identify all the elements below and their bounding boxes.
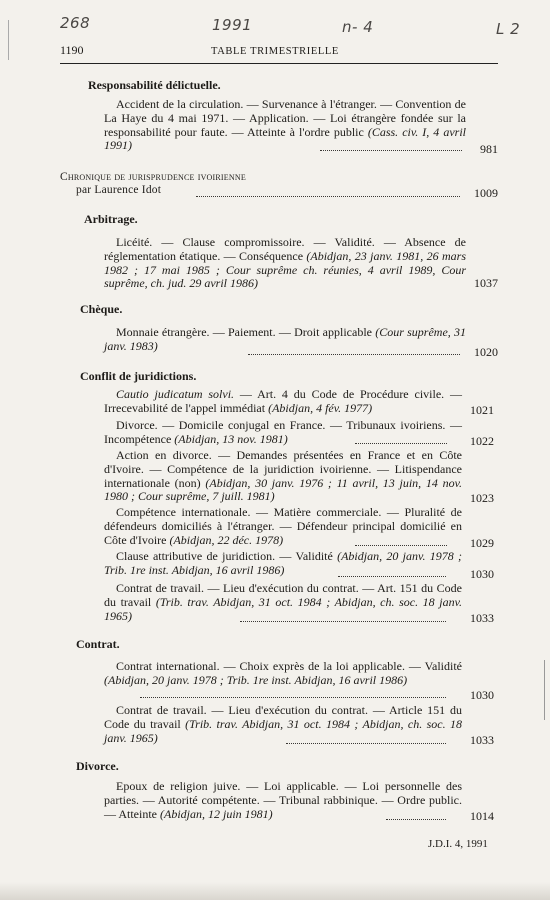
section-title-arbitrage: Arbitrage. — [84, 212, 138, 226]
handwritten-note-number: n- 4 — [342, 18, 374, 36]
entry-reference: (Cour suprême, 31 janv. 1983) — [104, 325, 467, 353]
leader-dots — [196, 195, 460, 197]
leader-dots — [248, 353, 460, 355]
entry-lead-term: Cautio judicatum solvi. — [116, 387, 235, 401]
entry-divorce — [104, 780, 462, 821]
entry-reference: (Abidjan, 12 juin 1981) — [160, 806, 273, 821]
running-title: TABLE TRIMESTRIELLE — [211, 46, 339, 57]
page-ref-1023: 1023 — [470, 491, 494, 505]
entry-text: Compétence internationale. — Matière commerciale. — Pluralité de défendeurs domiciliés à l'étranger. — Défendeur principal domicilié en Côte d'Ivoire — [104, 505, 462, 547]
entry-reference: (Abidjan, 22 déc. 1978) — [169, 532, 284, 547]
entry-reference: (Trib. trav. Abidjan, 31 oct. 1984 ; Abidjan, ch. soc. 18 janv. 1965) — [104, 716, 462, 745]
entry-text: Monnaie étrangère. — Paiement. — Droit applicable — [116, 325, 376, 339]
leader-dots — [338, 575, 446, 577]
entry-reference: (Abidjan, 13 nov. 1981) — [174, 431, 288, 446]
handwritten-note-right: L 2 — [496, 20, 521, 38]
page-number: 1190 — [60, 43, 84, 57]
entry-arbitrage — [104, 236, 466, 291]
entry-text: Clause attributive de juridiction. — Validité — [116, 549, 338, 563]
entry-text: Accident de la circulation. — Survenance à l'étranger. — Convention de La Haye du 4 mai 1971. — Application. — Loi étrangère fondée sur la responsabilité pour faute. — Atteinte à l'ordre public — [104, 97, 466, 139]
section-title-divorce: Divorce. — [76, 759, 119, 773]
entry-text: Licéité. — Clause compromissoire. — Validité. — Absence de réglementation étatique. — Conséquence — [104, 235, 466, 263]
page-ref-1014: 1014 — [470, 809, 494, 823]
section-title-responsabilite: Responsabilité délictuelle. — [88, 78, 221, 92]
entry-text: — Art. 4 du Code de Procédure civile. — Irrecevabilité de l'appel immédiat — [104, 387, 462, 415]
page-ref-981: 981 — [480, 142, 498, 156]
entry-contrat-travail — [104, 704, 462, 745]
entry-reference: (Abidjan, 4 fév. 1977) — [268, 400, 373, 415]
page-ref-1029: 1029 — [470, 536, 494, 550]
leader-dots — [320, 149, 462, 151]
scan-mark — [8, 20, 9, 60]
entry-competence-internationale — [104, 506, 462, 547]
section-title-conflit: Conflit de juridictions. — [80, 369, 197, 383]
section-title-contrat: Contrat. — [76, 637, 120, 651]
leader-dots — [140, 696, 446, 698]
entry-responsabilite — [104, 98, 466, 153]
leader-dots — [286, 742, 446, 744]
page-ref-1020: 1020 — [474, 345, 498, 359]
page-edge-shadow — [0, 882, 550, 900]
entry-text: Contrat international. — Choix exprès de la loi applicable. — Validité — [116, 659, 462, 673]
entry-clause-attributive — [104, 550, 462, 578]
entry-text: Epoux de religion juive. — Loi applicable. — Loi personnelle des parties. — Autorité compétente. — Tribunal rabbinique. — Ordre public. — Atteinte — [104, 779, 462, 821]
leader-dots — [355, 544, 447, 546]
section-title-cheque: Chèque. — [80, 302, 123, 316]
entry-cheque — [104, 326, 466, 354]
chronicle-title: Chronique de jurisprudence ivoirienne — [60, 171, 246, 183]
entry-reference: (Abidjan, 23 janv. 1981, 26 mars 1982 ; 17 mai 1985 ; Cour suprême ch. réunies, 4 avril 1989, Cour suprême, ch. jud. 29 avril 1986) — [104, 248, 466, 291]
entry-reference: (Cass. civ. I, 4 avril 1991) — [104, 124, 466, 153]
leader-dots — [355, 442, 447, 444]
page-ref-1033: 1033 — [470, 611, 494, 625]
page-ref-1037: 1037 — [474, 276, 498, 290]
scan-mark — [544, 660, 545, 720]
entry-reference: (Abidjan, 20 janv. 1978 ; Trib. 1re inst. Abidjan, 16 avril 1986) — [104, 672, 408, 687]
page-ref-1033: 1033 — [470, 733, 494, 747]
page-ref-1022: 1022 — [470, 434, 494, 448]
page-ref-1021: 1021 — [470, 403, 494, 417]
entry-reference: (Abidjan, 30 janv. 1976 ; 11 avril, 13 juin, 14 nov. 1980 ; Cour suprême, 7 juill. 1981) — [104, 475, 463, 504]
header-rule — [60, 63, 498, 64]
entry-reference: (Abidjan, 20 janv. 1978 ; Trib. 1re inst. Abidjan, 16 avril 1986) — [104, 549, 463, 577]
page-ref-1030: 1030 — [470, 688, 494, 702]
entry-action-divorce — [104, 449, 462, 504]
entry-contrat-international — [104, 660, 462, 688]
page-ref-1009: 1009 — [474, 186, 498, 200]
entry-text: Contrat de travail. — Lieu d'exécution du contrat. — Article 151 du Code du travail — [104, 703, 462, 731]
entry-text: Contrat de travail. — Lieu d'exécution du contrat. — Art. 151 du Code du travail — [104, 581, 462, 609]
entry-text: Action en divorce. — Demandes présentées en France et en Côte d'Ivoire. — Compétence de la juridiction ivoirienne. — Litispendance internationale (non) — [104, 448, 462, 490]
leader-dots — [386, 818, 446, 820]
journal-footer: J.D.I. 4, 1991 — [428, 838, 488, 850]
entry-contrat-travail-conflit — [104, 582, 462, 623]
chronicle-author: par Laurence Idot — [76, 184, 162, 196]
handwritten-note-center: 1991 — [212, 16, 253, 34]
entry-reference: (Trib. trav. Abidjan, 31 oct. 1984 ; Abidjan, ch. soc. 18 janv. 1965) — [104, 594, 463, 623]
page-ref-1030: 1030 — [470, 567, 494, 581]
entry-text: Divorce. — Domicile conjugal en France. — Tribunaux ivoiriens. — Incompétence — [104, 418, 462, 446]
handwritten-note-left: 268 — [60, 14, 91, 32]
leader-dots — [240, 620, 446, 622]
entry-cautio — [104, 388, 462, 416]
